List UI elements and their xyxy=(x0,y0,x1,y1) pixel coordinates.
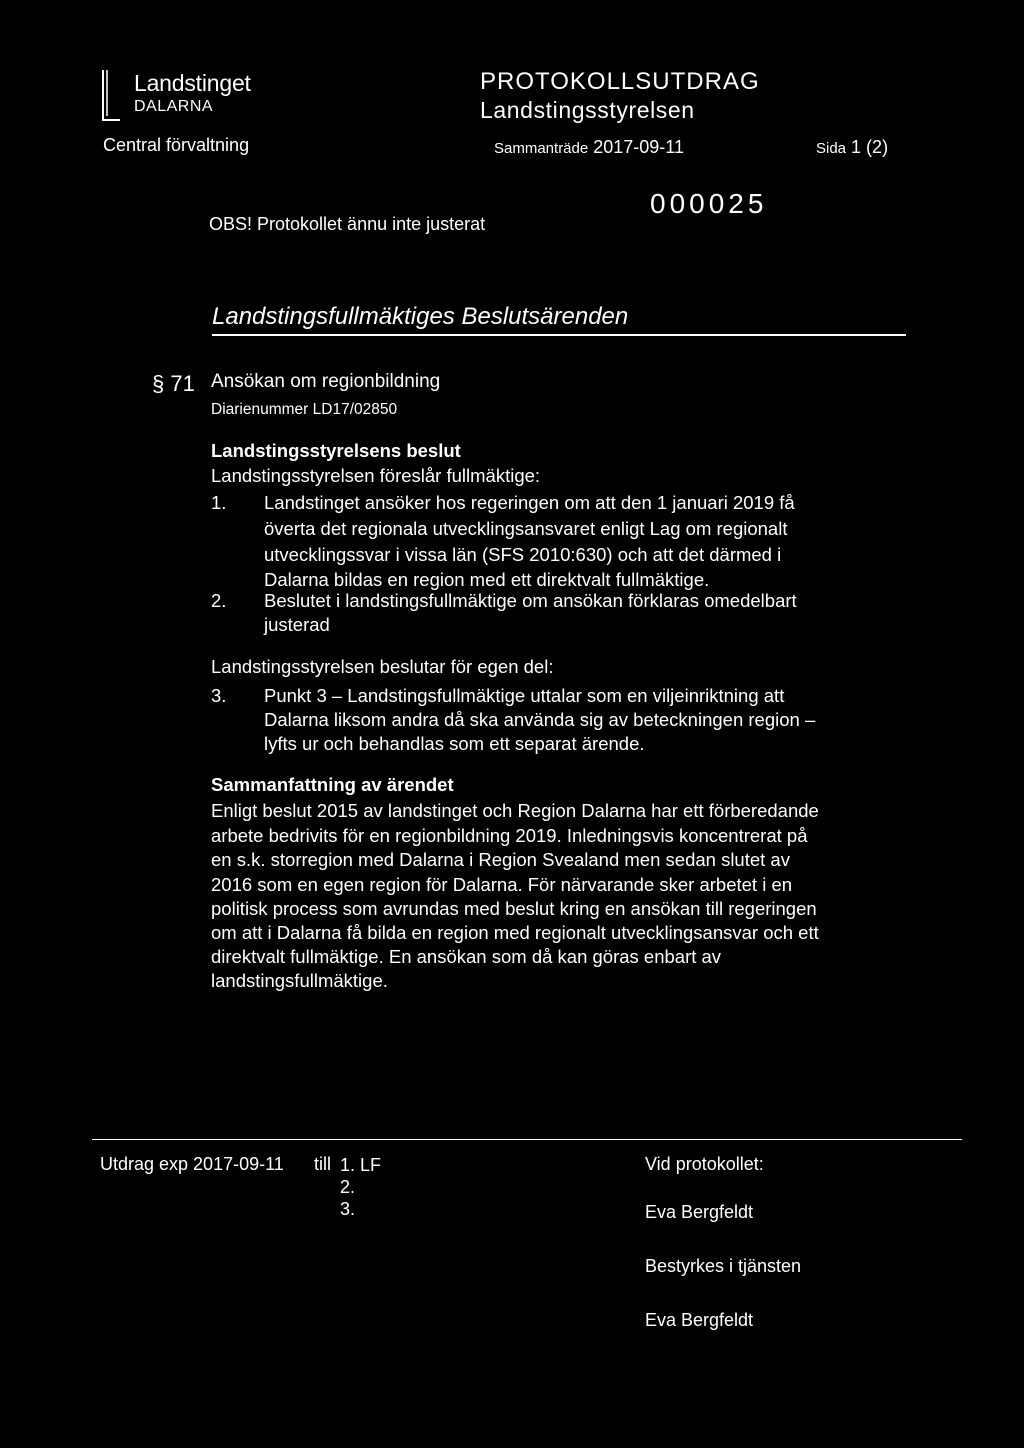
own-decision-intro: Landstingsstyrelsen beslutar för egen del: xyxy=(211,656,554,677)
stamp-number: 000025 xyxy=(650,188,768,219)
section-heading: Landstingsfullmäktiges Beslutsärenden xyxy=(212,303,629,330)
vid-protokollet: Vid protokollet: xyxy=(645,1154,764,1174)
meeting-info xyxy=(494,137,684,158)
point-line: justerad xyxy=(264,614,330,635)
signer-name: Eva Bergfeldt xyxy=(645,1202,754,1222)
summary-line: Enligt beslut 2015 av landstinget och Region Dalarna har ett förberedande xyxy=(211,800,819,821)
summary-line: arbete bedrivits för en regionbildning 2019. Inledningsvis koncentrerat på xyxy=(211,825,808,846)
landstinget-logo-icon xyxy=(100,68,122,122)
point-line: lyfts ur och behandlas som ett separat ärende. xyxy=(264,733,645,754)
recipient: 2. xyxy=(340,1177,356,1197)
page-label: Sida xyxy=(816,140,847,157)
logo-region: DALARNA xyxy=(134,98,214,115)
summary-line: om att i Dalarna få bilda en region med regionalt utvecklingsansvar och ett xyxy=(211,922,819,943)
paragraph-symbol xyxy=(152,371,195,397)
summary-line: landstingsfullmäktige. xyxy=(211,970,388,991)
point-number: 2. xyxy=(211,590,227,611)
decision-heading: Landstingsstyrelsens beslut xyxy=(211,440,461,461)
point-line: Beslutet i landstingsfullmäktige om ansökan förklaras omedelbart xyxy=(264,590,797,611)
extract-date: Utdrag exp 2017-09-11 xyxy=(100,1154,284,1174)
point-line: utvecklingssvar i vissa län (SFS 2010:630) och att det därmed i xyxy=(264,544,782,565)
diarie-number: Diarienummer LD17/02850 xyxy=(211,401,398,418)
point-line: överta det regionala utvecklingsansvaret enligt Lag om regionalt xyxy=(264,518,788,539)
summary-line: 2016 som en egen region för Dalarna. För närvarande sker arbetet i en xyxy=(211,874,793,895)
paragraph-number: 71 xyxy=(170,371,195,396)
department: Central förvaltning xyxy=(103,135,250,155)
recipient: 1. LF xyxy=(340,1155,382,1175)
item-title: Ansökan om regionbildning xyxy=(211,371,441,392)
summary-line: politisk process som avrundas med beslut kring en ansökan till regeringen xyxy=(211,898,817,919)
decision-intro: Landstingsstyrelsen föreslår fullmäktige: xyxy=(211,465,541,486)
recipient: 3. xyxy=(340,1199,356,1219)
document-title: PROTOKOLLSUTDRAG xyxy=(480,68,760,95)
meeting-date: 2017-09-11 xyxy=(593,137,684,157)
page-info xyxy=(816,137,888,158)
point-line: Landstinget ansöker hos regeringen om att den 1 januari 2019 få xyxy=(264,492,795,513)
paragraph-sign: § xyxy=(152,371,165,396)
section-rule xyxy=(212,334,906,336)
certified-label: Bestyrkes i tjänsten xyxy=(645,1256,802,1276)
summary-line: en s.k. storregion med Dalarna i Region Svealand men sedan slutet av xyxy=(211,849,790,870)
point-number: 1. xyxy=(211,492,227,513)
document-body: Landstingsstyrelsen xyxy=(480,97,695,123)
certifier-name: Eva Bergfeldt xyxy=(645,1310,754,1330)
meeting-label: Sammanträde xyxy=(494,140,589,157)
point-line: Dalarna liksom andra då ska använda sig av beteckningen region – xyxy=(264,709,816,730)
notice: OBS! Protokollet ännu inte justerat xyxy=(209,214,486,234)
till-label: till xyxy=(314,1154,331,1174)
recipient-list xyxy=(340,1154,381,1220)
point-number: 3. xyxy=(211,685,227,706)
point-line: Dalarna bildas en region med ett direktvalt fullmäktige. xyxy=(264,569,710,590)
logo-name: Landstinget xyxy=(134,70,251,96)
page-value: 1 (2) xyxy=(851,137,889,157)
summary-heading: Sammanfattning av ärendet xyxy=(211,774,454,795)
footer-rule xyxy=(92,1139,962,1140)
point-line: Punkt 3 – Landstingsfullmäktige uttalar som en viljeinriktning att xyxy=(264,685,785,706)
summary-line: direktvalt fullmäktige. En ansökan som då kan göras enbart av xyxy=(211,946,722,967)
